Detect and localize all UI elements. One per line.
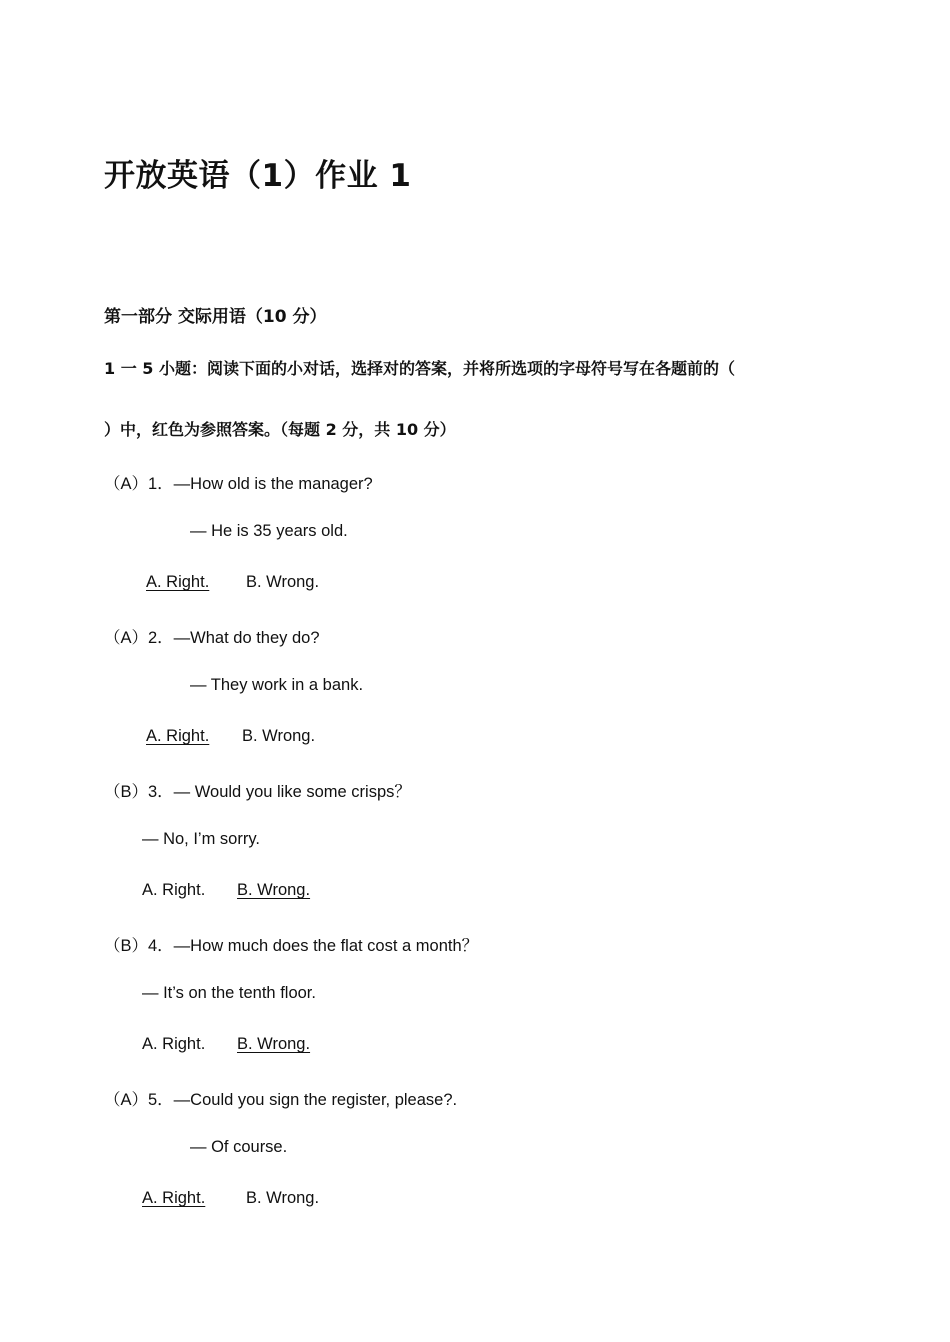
- question-4-option-a: A. Right.: [142, 1035, 206, 1053]
- question-2-prompt: （A）2．—What do they do?: [104, 629, 320, 647]
- question-2-response: — They work in a bank.: [190, 676, 364, 694]
- question-5-option-a: A. Right.: [142, 1189, 206, 1207]
- document-title: 开放英语（1）作业 1: [104, 158, 412, 194]
- question-1-prompt: （A）1．—How old is the manager?: [104, 475, 373, 493]
- question-3-prompt: （B）3．— Would you like some crisps？: [104, 783, 411, 801]
- question-2-option-b: B. Wrong.: [242, 727, 316, 745]
- question-2-option-a: A. Right.: [146, 727, 210, 745]
- question-1-response: — He is 35 years old.: [190, 522, 348, 540]
- question-3-option-a: A. Right.: [142, 881, 206, 899]
- question-1-option-a: A. Right.: [146, 573, 210, 591]
- question-4-response: — It’s on the tenth floor.: [142, 984, 316, 1002]
- instructions-line-2: ）中，红色为参照答案。（每题 2 分，共 10 分）: [104, 420, 456, 439]
- question-1-option-b: B. Wrong.: [246, 573, 320, 591]
- question-5-response: — Of course.: [190, 1138, 288, 1156]
- question-4-prompt: （B）4．—How much does the flat cost a month？: [104, 937, 479, 955]
- question-3-response: — No, I’m sorry.: [142, 830, 260, 848]
- instructions-line-1: 1 一 5 小题：阅读下面的小对话，选择对的答案，并将所选项的字母符号写在各题前的（: [104, 359, 735, 378]
- section-heading: 第一部分 交际用语（10 分）: [104, 307, 327, 327]
- question-4-option-b: B. Wrong.: [237, 1035, 311, 1053]
- question-3-option-b: B. Wrong.: [237, 881, 311, 899]
- question-5-prompt: （A）5．—Could you sign the register, please?.: [104, 1091, 458, 1109]
- question-5-option-b: B. Wrong.: [246, 1189, 320, 1207]
